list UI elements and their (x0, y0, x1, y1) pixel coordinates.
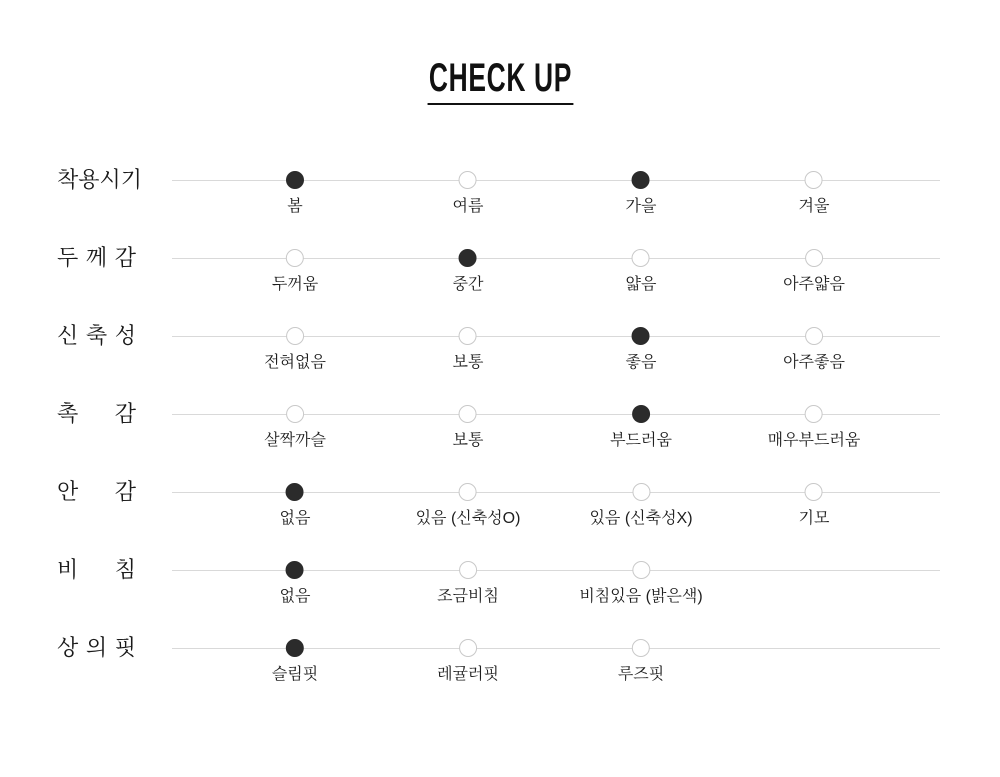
row-label: 비 침 (57, 557, 136, 582)
option-label: 겨울 (798, 198, 830, 215)
option-dot-icon (286, 405, 304, 423)
option-dot-icon (286, 249, 304, 267)
option (618, 639, 664, 684)
option-label: 없음 (279, 588, 311, 605)
row-track (172, 148, 940, 226)
option (272, 639, 318, 684)
option-label: 봄 (287, 198, 303, 215)
option-dot-icon (286, 639, 304, 657)
option-dot-icon (632, 561, 650, 579)
option (610, 405, 672, 450)
option-label: 보통 (452, 354, 484, 371)
option-label: 없음 (279, 510, 311, 527)
option-dot-icon (459, 171, 477, 189)
option (799, 483, 830, 528)
checkup-row (0, 226, 1000, 304)
option-dot-icon (632, 483, 650, 501)
row-track (172, 460, 940, 538)
option-label: 있음 (신축성O) (415, 510, 521, 527)
option-label: 전혀없음 (264, 354, 326, 371)
option (264, 327, 326, 372)
option-label: 부드러움 (610, 432, 672, 449)
checkup-row (0, 304, 1000, 382)
checkup-row (0, 460, 1000, 538)
option-dot-icon (632, 327, 650, 345)
option-label: 살짝까슬 (264, 432, 326, 449)
option-dot-icon (459, 249, 477, 267)
option-dot-icon (286, 483, 304, 501)
option-dot-icon (632, 249, 650, 267)
option-dot-icon (286, 171, 304, 189)
option-label: 얇음 (625, 276, 657, 293)
option-label: 아주좋음 (783, 354, 845, 371)
option-label: 보통 (452, 432, 484, 449)
option (280, 561, 311, 606)
option-label: 루즈핏 (617, 666, 665, 683)
option-dot-icon (805, 483, 823, 501)
checkup-row (0, 538, 1000, 616)
option-label: 조금비침 (437, 588, 499, 605)
option (453, 327, 484, 372)
row-track (172, 538, 940, 616)
option-label: 여름 (452, 198, 484, 215)
option-dot-icon (805, 405, 823, 423)
option (626, 171, 657, 216)
option (783, 249, 845, 294)
title-wrap (0, 58, 1000, 105)
option (437, 561, 499, 606)
option (626, 327, 657, 372)
row-label: 안 감 (57, 479, 136, 504)
row-label: 신 축 성 (57, 323, 136, 348)
option-dot-icon (632, 639, 650, 657)
option-dot-icon (286, 327, 304, 345)
option (783, 327, 845, 372)
option-dot-icon (459, 639, 477, 657)
row-label: 착용시기 (57, 167, 143, 192)
option-dot-icon (805, 249, 823, 267)
option-dot-icon (805, 171, 823, 189)
checkup-row (0, 148, 1000, 226)
option-label: 있음 (신축성X) (589, 510, 693, 527)
option-dot-icon (459, 405, 477, 423)
option (437, 639, 499, 684)
option (626, 249, 657, 294)
option (768, 405, 861, 450)
row-track (172, 304, 940, 382)
row-track (172, 616, 940, 694)
option-dot-icon (459, 561, 477, 579)
option (579, 561, 702, 606)
option-label: 레귤러핏 (437, 666, 499, 683)
checkup-table (0, 148, 1000, 694)
option-label: 두꺼움 (271, 276, 319, 293)
option (453, 171, 484, 216)
option (280, 483, 311, 528)
option (264, 405, 326, 450)
page-title: CHECK UP (427, 58, 573, 105)
row-label: 촉 감 (57, 401, 136, 426)
checkup-row (0, 382, 1000, 460)
option-dot-icon (632, 171, 650, 189)
checkup-row (0, 616, 1000, 694)
option (453, 249, 484, 294)
option-label: 아주얇음 (783, 276, 845, 293)
option-label: 비침있음 (밝은색) (579, 588, 703, 605)
option-label: 슬림핏 (271, 666, 319, 683)
row-label: 상 의 핏 (57, 635, 136, 660)
option (272, 249, 318, 294)
option-label: 기모 (798, 510, 830, 527)
option (453, 405, 484, 450)
option-label: 가을 (625, 198, 657, 215)
option-dot-icon (459, 327, 477, 345)
option (416, 483, 521, 528)
row-label: 두 께 감 (57, 245, 136, 270)
option-label: 매우부드러움 (767, 432, 861, 449)
option-dot-icon (632, 405, 650, 423)
option (286, 171, 304, 216)
option-dot-icon (286, 561, 304, 579)
option-dot-icon (459, 483, 477, 501)
row-track (172, 382, 940, 460)
option (799, 171, 830, 216)
option (589, 483, 692, 528)
row-track (172, 226, 940, 304)
option-dot-icon (805, 327, 823, 345)
option-label: 좋음 (625, 354, 657, 371)
option-label: 중간 (452, 276, 484, 293)
